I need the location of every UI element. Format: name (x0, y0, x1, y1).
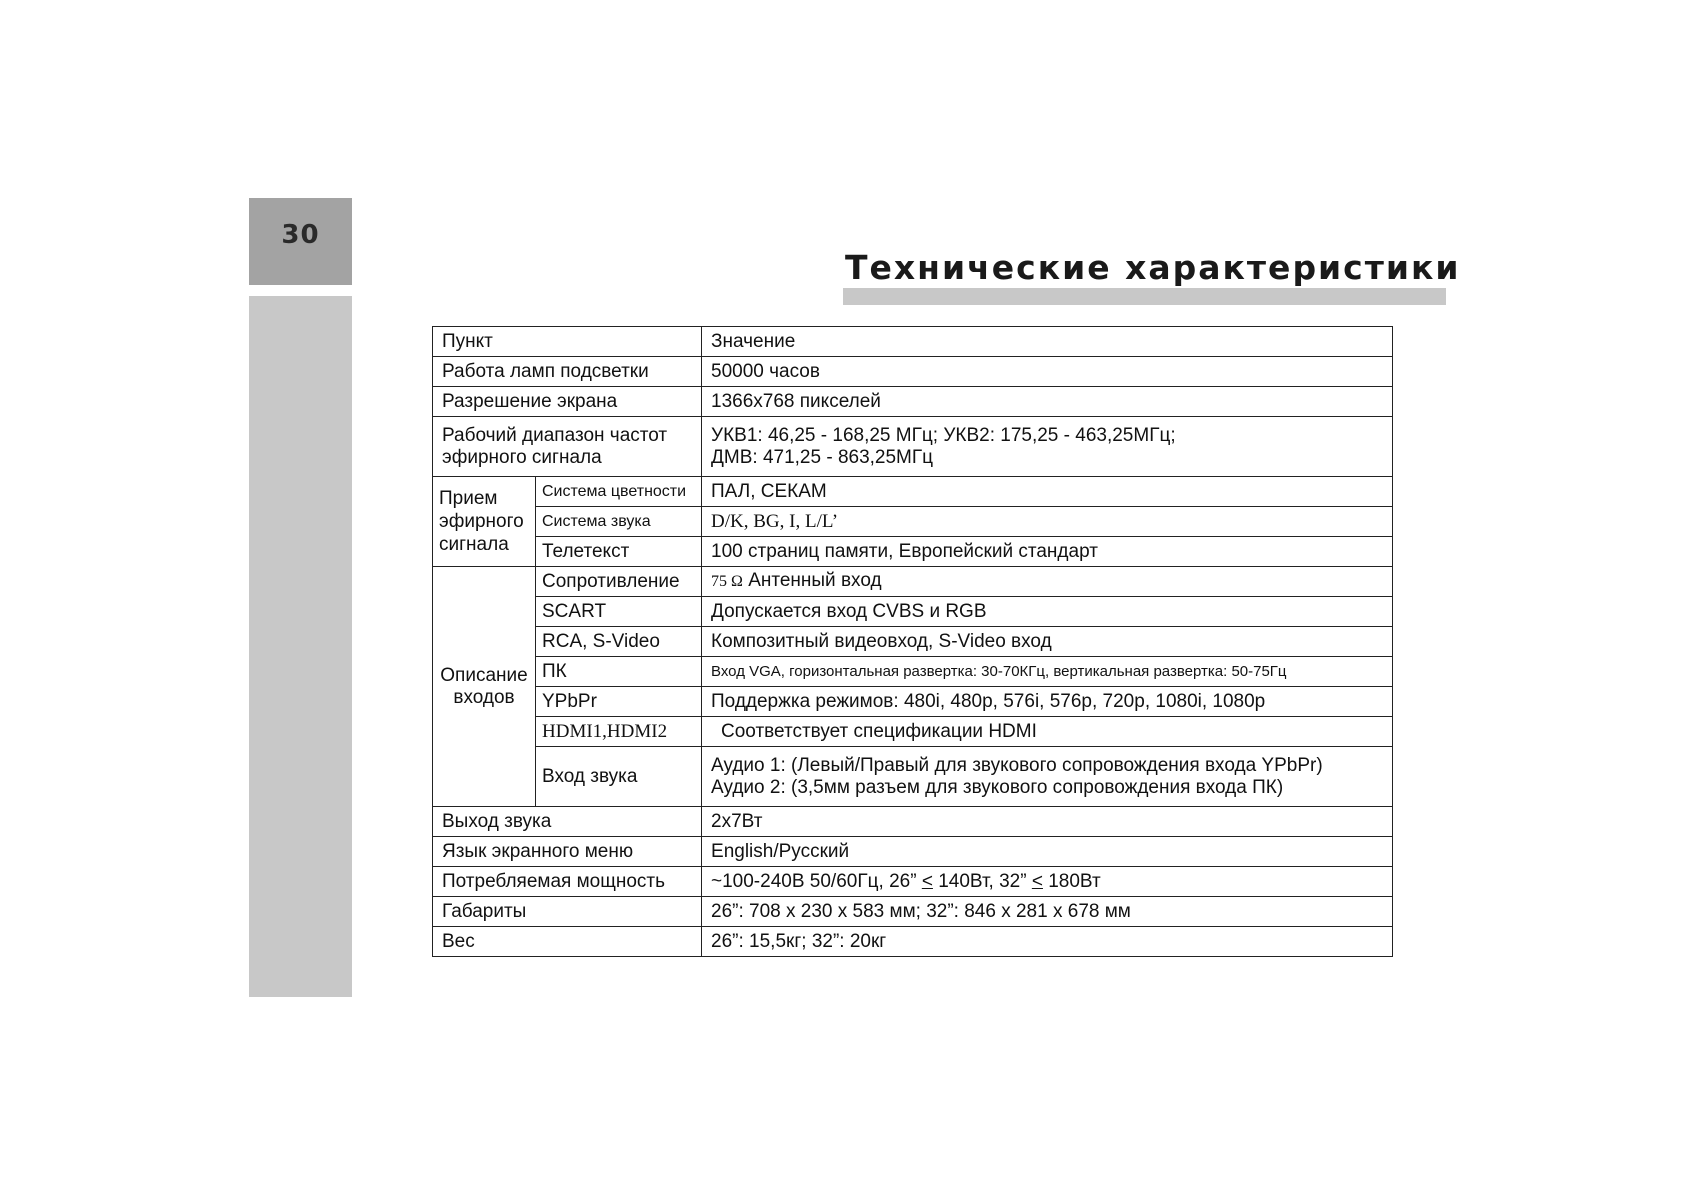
table-row (433, 567, 1393, 597)
power-label: Потребляемая мощность (433, 867, 702, 897)
weight-value: 26”: 15,5кг; 32”: 20кг (702, 927, 1393, 957)
page-title: Технические характеристики (845, 248, 1461, 287)
freq-value-line2: ДМВ: 471,25 - 863,25МГц (711, 446, 934, 468)
table-row (433, 807, 1393, 837)
teletext-label: Телетекст (536, 537, 702, 567)
table-row (433, 717, 1393, 747)
table-row (433, 927, 1393, 957)
table-header-row (433, 327, 1393, 357)
freq-label-line2: эфирного сигнала (442, 446, 602, 468)
ypbpr-label: YPbPr (536, 687, 702, 717)
page-number-box (249, 198, 352, 285)
power-le-1: < (921, 870, 933, 892)
table-row (433, 597, 1393, 627)
table-row (433, 867, 1393, 897)
freq-value-line1: УКВ1: 46,25 - 168,25 МГц; УКВ2: 175,25 - 463,25МГц; (711, 424, 1176, 446)
audio-in-line1: Аудио 1: (Левый/Правый для звукового сопровождения входа YPbPr) (711, 754, 1323, 776)
teletext-value: 100 страниц памяти, Европейский стандарт (702, 537, 1393, 567)
impedance-text: Антенный вход (748, 570, 882, 591)
dimensions-value: 26”: 708 x 230 x 583 мм; 32”: 846 x 281 x 678 мм (702, 897, 1393, 927)
pc-value: Вход VGA, горизонтальная развертка: 30-70КГц, вертикальная развертка: 50-75Гц (702, 657, 1393, 687)
impedance-value (702, 567, 1393, 597)
rca-label: RCA, S-Video (536, 627, 702, 657)
color-system-value: ПАЛ, СЕКАМ (702, 477, 1393, 507)
freq-label-line1: Рабочий диапазон частот (442, 424, 668, 446)
osd-language-label: Язык экранного меню (433, 837, 702, 867)
title-underline (843, 288, 1446, 305)
table-row (433, 627, 1393, 657)
table-row (433, 477, 1393, 507)
scart-value: Допускается вход CVBS и RGB (702, 597, 1393, 627)
impedance-ohm: 75 Ω (711, 573, 743, 590)
sound-system-value: D/K, BG, I, L/L’ (702, 507, 1393, 537)
pc-label: ПК (536, 657, 702, 687)
table-row (433, 837, 1393, 867)
power-value (702, 867, 1393, 897)
header-item: Пункт (433, 327, 702, 357)
inputs-group-line1: Описание (440, 664, 528, 686)
audio-out-label: Выход звука (433, 807, 702, 837)
backlight-label: Работа ламп подсветки (433, 357, 702, 387)
impedance-label: Сопротивление (536, 567, 702, 597)
inputs-group-label (433, 567, 536, 807)
reception-group-label (433, 477, 536, 567)
header-value: Значение (702, 327, 1393, 357)
color-system-label: Система цветности (536, 477, 702, 507)
audio-in-line2: Аудио 2: (3,5мм разъем для звукового сопровождения входа ПК) (711, 776, 1284, 798)
reception-group-line1: Прием (439, 488, 498, 509)
table-row (433, 387, 1393, 417)
power-value-a: ~100-240В 50/60Гц, 26” (711, 870, 917, 892)
hdmi-label: HDMI1,HDMI2 (536, 717, 702, 747)
ypbpr-value: Поддержка режимов: 480i, 480p, 576i, 576p, 720p, 1080i, 1080p (702, 687, 1393, 717)
table-row (433, 687, 1393, 717)
table-row (433, 657, 1393, 687)
table-row (433, 747, 1393, 807)
weight-label: Вес (433, 927, 702, 957)
table-row (433, 357, 1393, 387)
reception-group-line3: сигнала (439, 534, 509, 555)
audio-out-value: 2x7Вт (702, 807, 1393, 837)
table-row (433, 897, 1393, 927)
inputs-group-line2: входов (453, 686, 515, 708)
table-row (433, 507, 1393, 537)
table-row (433, 537, 1393, 567)
page-number: 30 (281, 220, 320, 250)
reception-group-line2: эфирного (439, 511, 524, 532)
freq-value (702, 417, 1393, 477)
resolution-value: 1366x768 пикселей (702, 387, 1393, 417)
power-value-b: 140Вт, 32” (938, 870, 1027, 892)
power-value-c: 180Вт (1048, 870, 1101, 892)
freq-label (433, 417, 702, 477)
osd-language-value: English/Русский (702, 837, 1393, 867)
resolution-label: Разрешение экрана (433, 387, 702, 417)
specs-table (432, 326, 1393, 957)
audio-in-value (702, 747, 1393, 807)
backlight-value: 50000 часов (702, 357, 1393, 387)
hdmi-value: Соответствует спецификации HDMI (702, 717, 1393, 747)
rca-value: Композитный видеовход, S-Video вход (702, 627, 1393, 657)
table-row (433, 417, 1393, 477)
power-le-2: < (1031, 870, 1043, 892)
audio-in-label: Вход звука (536, 747, 702, 807)
dimensions-label: Габариты (433, 897, 702, 927)
sound-system-label: Система звука (536, 507, 702, 537)
scart-label: SCART (536, 597, 702, 627)
side-bar-decoration (249, 296, 352, 997)
